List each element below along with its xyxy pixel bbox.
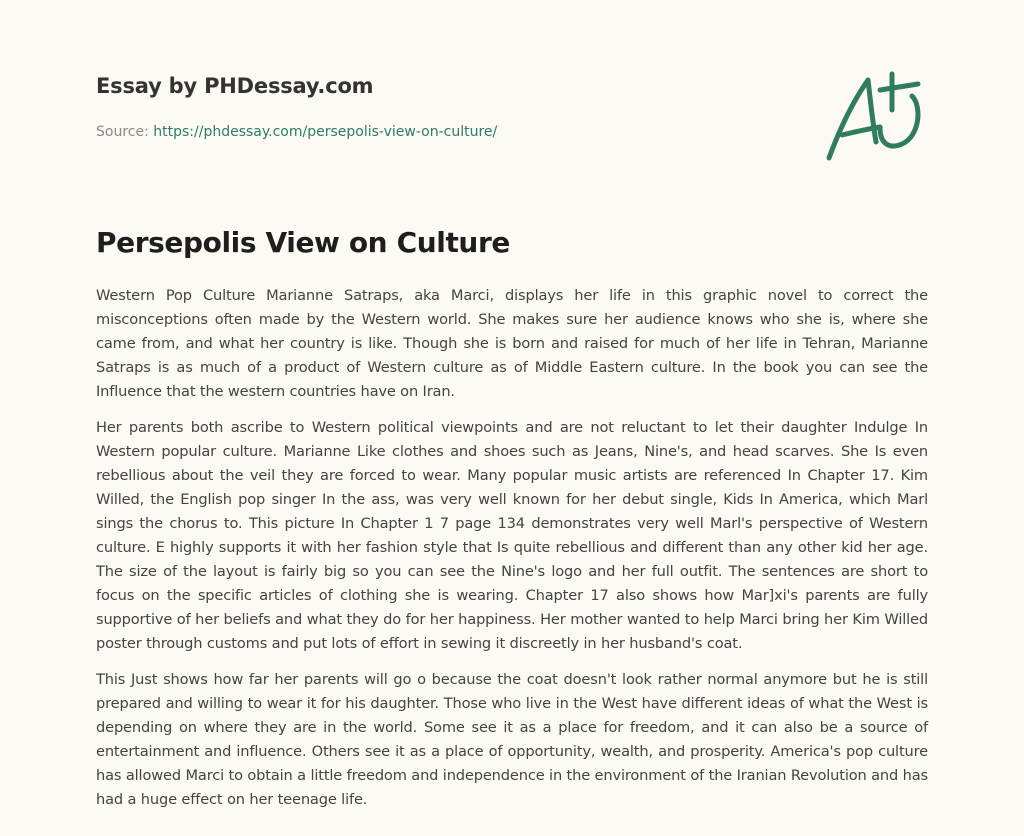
site-title: Essay by PHDessay.com <box>96 74 374 98</box>
source-line <box>96 124 497 140</box>
paragraph: Western Pop Culture Marianne Satraps, aka Marci, displays her life in this graphic novel to correct the misconceptions often made by the Western world. She makes sure her audience knows who she is, where she came from, and what her country is like. Though she is born and raised for much of her life in Tehran, Marianne Satraps is as much of a product of Western culture as of Middle Eastern culture. In the book you can see the Influence that the western countries have on Iran. <box>96 287 928 400</box>
site-header <box>96 74 928 98</box>
page-title: Persepolis View on Culture <box>96 226 510 259</box>
source-label: Source: <box>96 124 149 140</box>
a-plus-grade-icon <box>818 66 934 166</box>
source-link[interactable]: https://phdessay.com/persepolis-view-on-culture/ <box>153 124 498 140</box>
article-body <box>96 284 928 824</box>
paragraph: Her parents both ascribe to Western political viewpoints and are not reluctant to let their daughter Indulge In Western popular culture. Marianne Like clothes and shoes such as Jeans, Nine's, and head scarves. She Is even rebellious about the veil they are forced to wear. Many popular music artists are referenced In Chapter 17. Kim Willed, the English pop singer In the ass, was very well known for her debut single, Kids In America, which Marl sings the chorus to. This picture In Chapter 1 7 page 134 demonstrates very well Marl's perspective of Western culture. E highly supports it with her fashion style that Is quite rebellious and different than any other kid her age. The size of the layout is fairly big so you can see the Nine's logo and her full outfit. The sentences are short to focus on the specific articles of clothing she is wearing. Chapter 17 also shows how Mar]xi's parents are fully supportive of her beliefs and what they do for her happiness. Her mother wanted to help Marci bring her Kim Willed poster through customs and put lots of effort in sewing it discreetly in her husband's coat. <box>96 419 928 652</box>
paragraph: This Just shows how far her parents will go o because the coat doesn't look rather normal anymore but he is still prepared and willing to wear it for his daughter. Those who live in the West have different ideas of what the West is depending on where they are in the world. Some see it as a place for freedom, and it can also be a source of entertainment and influence. Others see it as a place of opportunity, wealth, and prosperity. America's pop culture has allowed Marci to obtain a little freedom and independence in the environment of the Iranian Revolution and has had a huge effect on her teenage life. <box>96 671 928 808</box>
